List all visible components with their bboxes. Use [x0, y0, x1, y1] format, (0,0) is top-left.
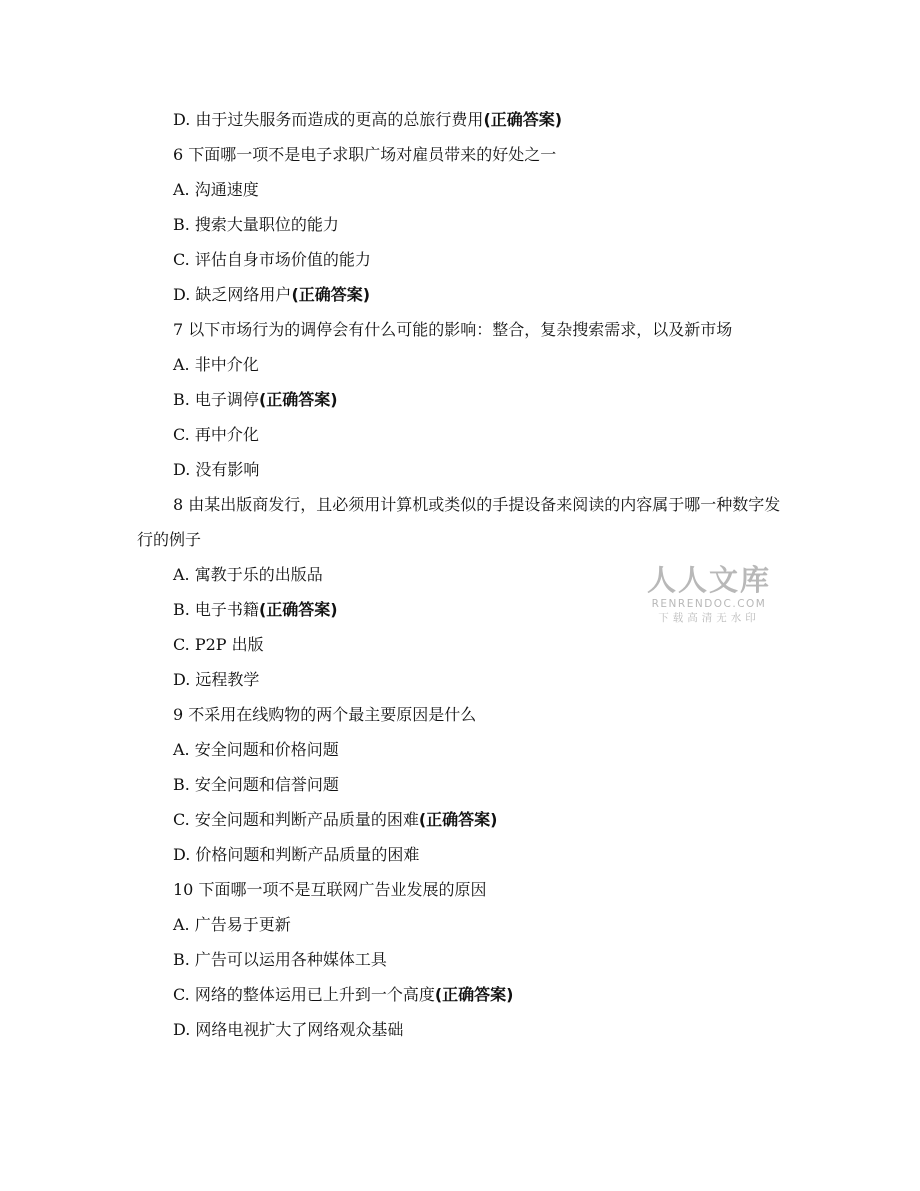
- q8-stem: 8 由某出版商发行，且必须用计算机或类似的手提设备来阅读的内容属于哪一种数字发行的例子: [137, 495, 781, 549]
- q5-option-d: [137, 102, 787, 137]
- q10-stem: 10 下面哪一项不是互联网广告业发展的原因: [173, 880, 487, 899]
- q9-stem: 9 不采用在线购物的两个最主要原因是什么: [173, 705, 477, 724]
- q8-option-d: D. 远程教学: [173, 670, 260, 689]
- q9-option-d: D. 价格问题和判断产品质量的困难: [173, 845, 420, 864]
- correct-answer-tag: (正确答案): [483, 110, 563, 129]
- q7-stem: 7 以下市场行为的调停会有什么可能的影响：整合，复杂搜索需求，以及新市场: [173, 320, 733, 339]
- q10-option-d: D. 网络电视扩大了网络观众基础: [173, 1020, 404, 1039]
- q10-option-c: [137, 977, 787, 1012]
- q7-option-c: C. 再中介化: [173, 425, 259, 444]
- q6-stem: 6 下面哪一项不是电子求职广场对雇员带来的好处之一: [173, 145, 557, 164]
- q6-option-d-text: D. 缺乏网络用户: [173, 285, 292, 304]
- q8-option-c: C. P2P 出版: [173, 635, 264, 654]
- q6-option-c: C. 评估自身市场价值的能力: [173, 250, 371, 269]
- watermark-logo: [644, 563, 774, 625]
- q9-option-c: [137, 802, 787, 837]
- q7-option-b-text: B. 电子调停: [173, 390, 259, 409]
- correct-answer-tag: (正确答案): [418, 810, 498, 829]
- q7-option-d: D. 没有影响: [173, 460, 260, 479]
- correct-answer-tag: (正确答案): [434, 985, 514, 1004]
- q5-option-d-text: D. 由于过失服务而造成的更高的总旅行费用: [173, 110, 484, 129]
- q8-option-b-text: B. 电子书籍: [173, 600, 259, 619]
- q10-option-a: A. 广告易于更新: [173, 915, 291, 934]
- q9-option-a: A. 安全问题和价格问题: [173, 740, 339, 759]
- q7-option-b: [137, 382, 787, 417]
- q8-option-a: A. 寓教于乐的出版品: [173, 565, 323, 584]
- watermark-domain: RENRENDOC.COM: [651, 598, 767, 610]
- correct-answer-tag: (正确答案): [258, 600, 338, 619]
- q7-option-a: A. 非中介化: [173, 355, 259, 374]
- q10-option-c-text: C. 网络的整体运用已上升到一个高度: [173, 985, 435, 1004]
- q10-option-b: B. 广告可以运用各种媒体工具: [173, 950, 387, 969]
- q6-option-d: [137, 277, 787, 312]
- watermark-tagline: 下载高清无水印: [658, 612, 760, 624]
- q6-option-a: A. 沟通速度: [173, 180, 259, 199]
- watermark-title: 人人文库: [646, 563, 771, 597]
- q9-option-c-text: C. 安全问题和判断产品质量的困难: [173, 810, 419, 829]
- correct-answer-tag: (正确答案): [258, 390, 338, 409]
- q9-option-b: B. 安全问题和信誉问题: [173, 775, 339, 794]
- correct-answer-tag: (正确答案): [291, 285, 371, 304]
- q6-option-b: B. 搜索大量职位的能力: [173, 215, 339, 234]
